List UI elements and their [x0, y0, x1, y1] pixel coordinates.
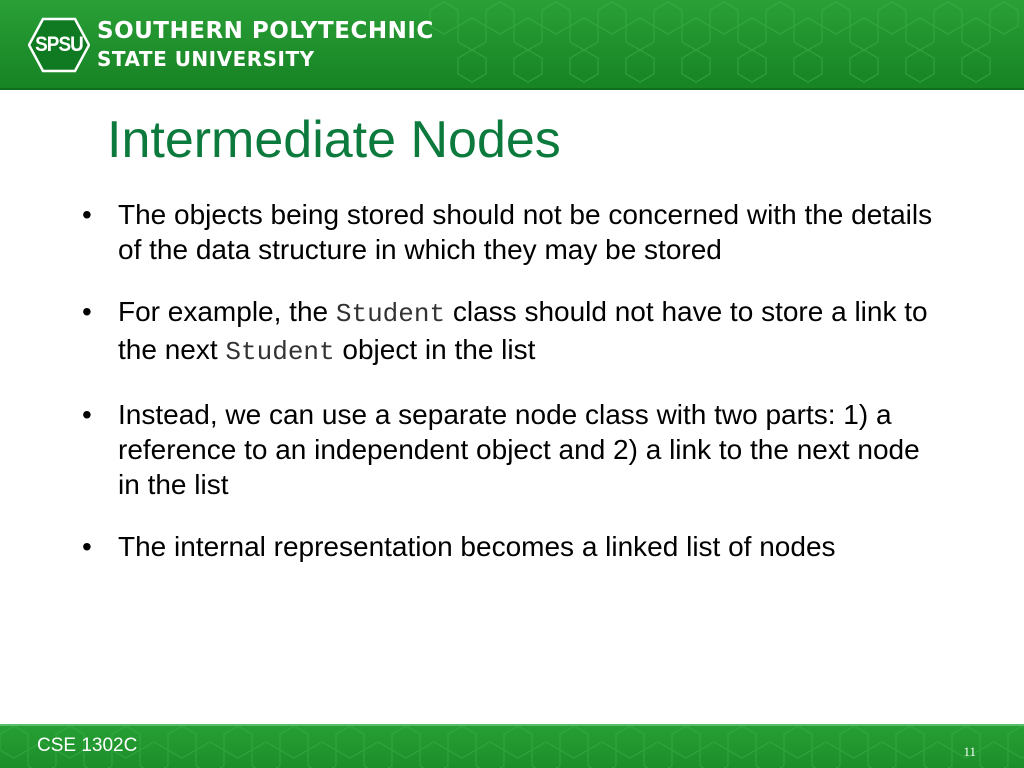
bullet-text: class should not have to store a link to the next: [118, 296, 928, 365]
bullet-item: [80, 397, 940, 502]
footer-hexagon-pattern-decoration: [0, 724, 1024, 768]
header-divider: [0, 88, 1024, 90]
bullet-text: For example, the: [118, 296, 336, 327]
bullet-text: The internal representation becomes a linked list of nodes: [118, 531, 836, 562]
header-banner: [0, 0, 1024, 90]
logo-badge-text: SPSU: [35, 33, 83, 56]
slide-page-number: 11: [963, 744, 976, 759]
bullet-marker: •: [82, 296, 92, 327]
bullet-item: [80, 294, 940, 370]
footer-banner: [0, 724, 1024, 768]
hexagon-pattern-decoration: [0, 0, 1024, 90]
bullet-item: [80, 529, 940, 564]
university-name-line1: SOUTHERN POLYTECHNIC: [97, 18, 434, 44]
bullet-text: The objects being stored should not be concerned with the details of the data structure in which they may be stored: [118, 199, 933, 265]
footer-divider: [0, 724, 1024, 726]
bullet-marker: •: [82, 531, 92, 562]
bullet-marker: •: [82, 399, 92, 430]
university-name-line2: STATE UNIVERSITY: [97, 47, 315, 71]
bullet-marker: •: [82, 199, 92, 230]
bullet-text: Instead, we can use a separate node class with two parts: 1) a reference to an independent object and 2) a link to the next node in the list: [118, 399, 920, 500]
slide-title: Intermediate Nodes: [107, 111, 561, 169]
bullet-item: [80, 197, 940, 267]
code-identifier: Student: [335, 299, 446, 329]
bullet-list: [80, 197, 940, 564]
code-identifier: Student: [225, 337, 335, 367]
bullet-text: object in the list: [334, 334, 536, 365]
footer-course-code: CSE 1302C: [37, 735, 138, 756]
